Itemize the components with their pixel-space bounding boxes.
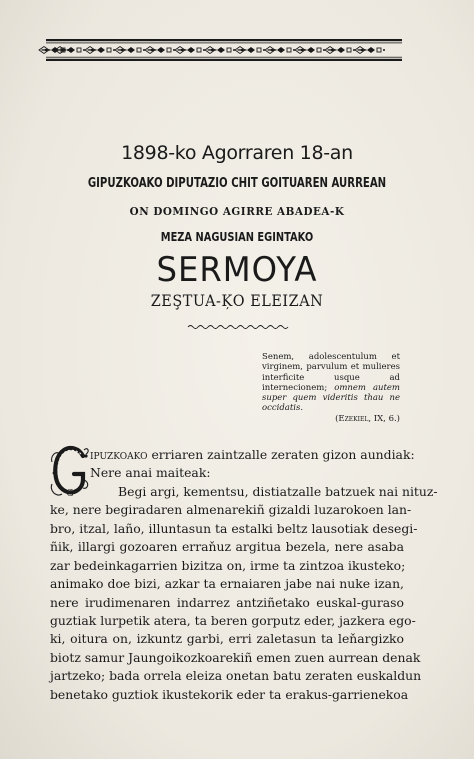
body-line: benetako guztiok ikustekorik eder ta erakus-garrienekoa bbox=[50, 686, 409, 702]
epigraph-italic: omnem autem super quem videritis thau ne occidatis. bbox=[262, 382, 400, 414]
body-first-word: ipuzkoako bbox=[90, 447, 148, 462]
drop-cap-letter: G bbox=[66, 489, 74, 499]
body-line: ñik, illargi gozoaren erraňuz argitua bezela, nere asaba bbox=[50, 539, 404, 555]
body-line: jartzeko; bada orrela eleiza onetan batu zeraten euskaldun bbox=[50, 668, 422, 684]
place-heading: ZEŞTUA-ĶO ELEIZAN bbox=[150, 291, 324, 310]
body-line: guztiak lurpetik atera, ta beren gorputz eder, jazkera ego- bbox=[50, 612, 416, 628]
body-line: zar bedeinkagarrien bizitza on, irme ta zintzoa ikusteko; bbox=[50, 557, 406, 573]
ornamental-header-band bbox=[46, 38, 402, 62]
body-line: Nere anai maiteak: bbox=[90, 465, 211, 481]
occasion-heading: MEZA NAGUSIAN EGINTAKO bbox=[160, 230, 314, 244]
epigraph-text: Senem, adolescentulum et virginem, parvulum et mulieres interficite usque ad internecionem; bbox=[262, 352, 400, 393]
body-line: biotz samur Jaungoikozkoarekiñ emen zuen aurrean denak bbox=[50, 649, 421, 665]
sermon-body bbox=[50, 446, 438, 704]
body-line: bro, itzal, laño, illuntasun ta estalki beltz lausotiak desegi- bbox=[50, 520, 418, 536]
body-line: Begi argi, kementsu, distiatzalle batzuek nai nituz- bbox=[118, 483, 438, 499]
date-heading: 1898-ko Agorraren 18-an bbox=[121, 142, 353, 164]
page-title: SERMOYA bbox=[156, 250, 318, 290]
body-line: ipuzkoako erriaren zaintzalle zeraten gizon aundiak: bbox=[90, 447, 415, 462]
epigraph-reference: (Ezekiel, IX, 6.) bbox=[335, 413, 400, 424]
squiggle-divider bbox=[0, 322, 474, 332]
body-line: ke, nere begiradaren almenarekiñ gizaldi luzarokoen lan- bbox=[50, 502, 412, 518]
author-heading: ON DOMINGO AGIRRE ABADEA-K bbox=[129, 204, 345, 218]
epigraph bbox=[262, 352, 400, 424]
audience-heading: GIPUZKOAKO DIPUTAZIO CHIT GOITUAREN AURREAN bbox=[87, 176, 387, 191]
body-line: animako doe bizi, azkar ta ernaiaren jabe nai nuke izan, bbox=[50, 576, 404, 592]
body-line: nere irudimenaren indarrez antziñetako euskal-guraso bbox=[50, 594, 404, 610]
body-line: ki, oitura on, izkuntz garbi, erri zaletasun ta leňargizko bbox=[50, 631, 404, 647]
